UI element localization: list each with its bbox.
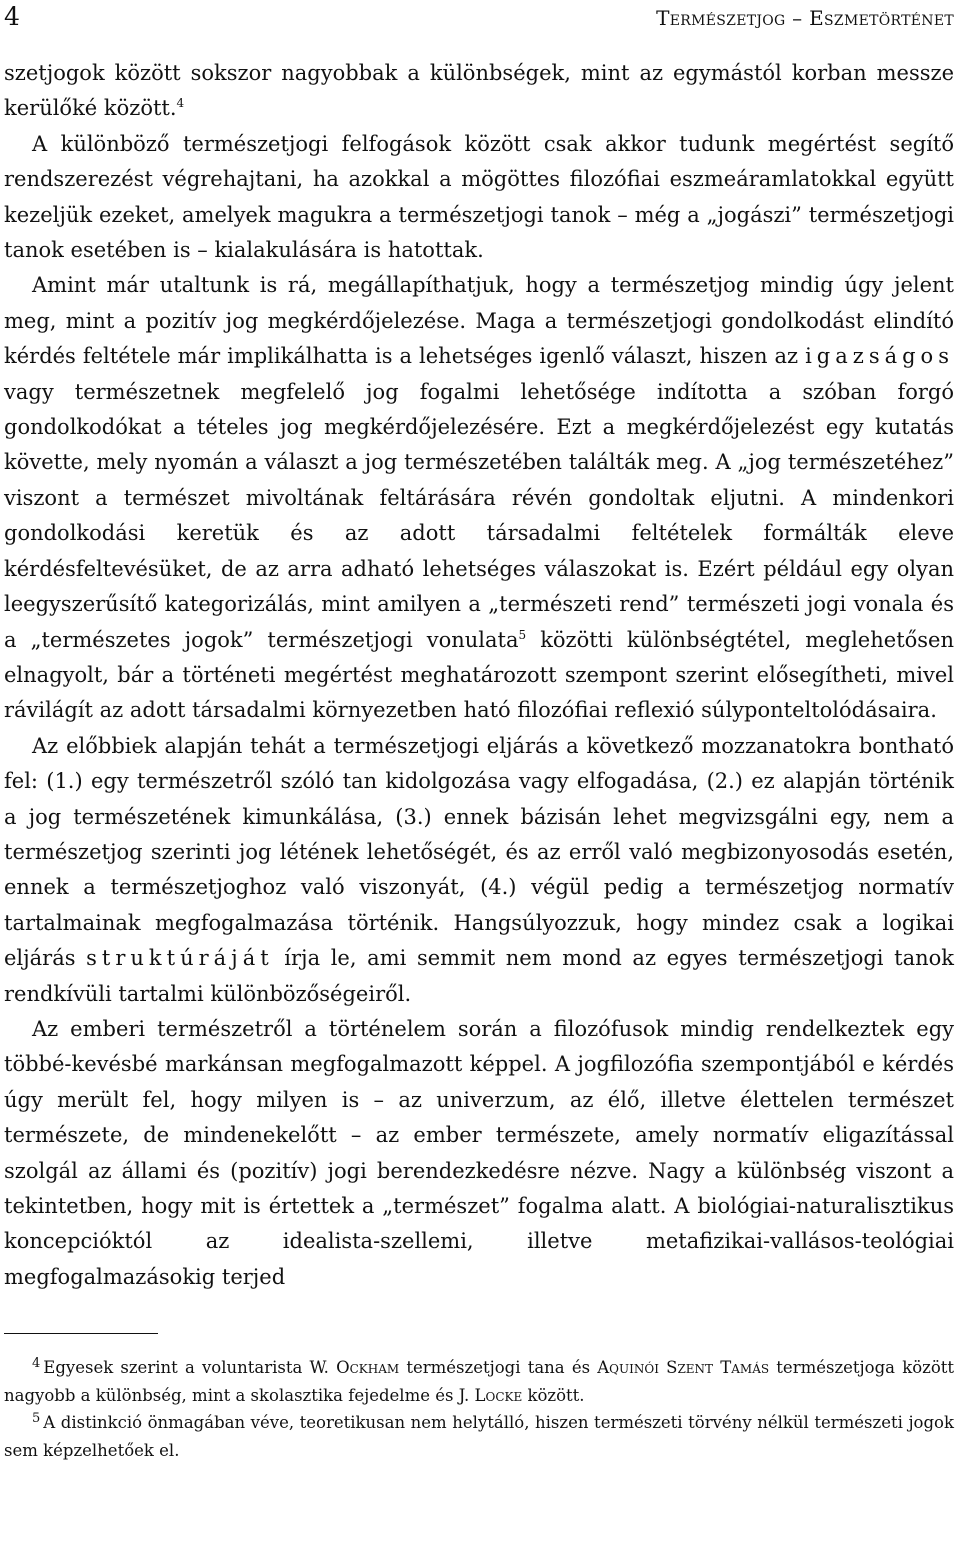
spaced-emphasis: struktúráját	[86, 946, 274, 971]
body-text	[4, 56, 954, 1295]
footnote-mark: 5	[32, 1411, 41, 1427]
footnote-5: $^5$ A distinkció önmagában véve, teoretikusan nem helytálló, hiszen természeti törvény nélkül természeti jogok sem képzelhetőek el.	[4, 1411, 954, 1460]
footnote-4: $^4$ Egyesek szerint a voluntarista W. Ockham természetjogi tana és Aquinói Szent Tamás természetjoga között nagyobb a különbség, mint a skolasztika fejedelme és J. Locke között.	[4, 1356, 955, 1405]
paragraph-5: Az emberi természetről a történelem során a filozófusok mindig rendelkeztek egy többé-kevésbé markánsan megfogalmazott képpel. A jogfilozófia szempontjából e kérdés úgy merült fel, hogy milyen is – az univerzum, az élő, illetve élettelen természet természete, de mindenekelőtt – az ember természete, amely normatív eligazítással szolgál az állami és (pozitív) jogi berendezkedésre nézve. Nagy a különbség viszont a tekintetben, hogy mit is értettek a „természet” fogalma alatt. A biológiai-naturalisztikus koncepcióktól az idealista-szellemi, illetve metafizikai-vallásos-teológiai megfogalmazásokig terjed	[4, 1016, 954, 1289]
author-name: Locke	[474, 1385, 523, 1405]
author-name: Aquinói Szent Tamás	[597, 1358, 770, 1378]
paragraph-3: Amint már utaltunk is rá, megállapíthatjuk, hogy a természetjog mindig úgy jelent meg, mint a pozitív jog megkérdőjelezése. Maga a természetjogi gondolkodást elindító kérdés feltétele már implikálhatta is a lehetséges igenlő választ, hiszen az igazságos vagy természetnek megfelelő jog fogalmi lehetősége indította a szóban forgó gondolkodókat a tételes jog megkérdőjelezésére. Ezt a megkérdőjelezést egy kutatás követte, mely nyomán a választ a jog természetében találták meg. A „jog természetéhez” viszont a természet mivoltának feltárására révén gondoltak eljutni. A mindenkori gondolkodási keretük és az adott társadalmi feltételek formálták eleve kérdésfeltevésüket, de az arra adható lehetséges válaszokat is. Ezért például egy olyan leegyszerűsítő kategorizálás, mint amilyen a „természeti rend” természeti jogi vonala és a „természetes jogok” természetjogi vonulata$^5$ közötti különbségtétel, meglehetősen elnagyolt, bár a történeti megértést meghatározott szempont szerint elősegítheti, mivel rávilágít az adott társadalmi környezetben ható filozófiai reflexió súlyponteltolódásaira.	[4, 273, 954, 723]
running-title: Természetjog – Eszmetörténet	[656, 6, 954, 30]
page-header	[4, 0, 954, 44]
footnote-separator	[4, 1333, 158, 1334]
footnote-mark: 4	[32, 1356, 41, 1372]
paragraph-2: A különböző természetjogi felfogások között csak akkor tudunk megértést segítő rendszerezést végrehajtani, ha azokkal a mögöttes filozófiai eszmeáramlatokkal együtt kezeljük ezeket, amelyek magukra a természetjogi tanok – még a „jogászi” természetjogi tanok esetében is – kialakulására is hatottak.	[4, 131, 954, 263]
paragraph-1: szetjogok között sokszor nagyobbak a különbségek, mint az egymástól korban messze kerülőké között.$^4$	[4, 61, 954, 121]
footnotes	[4, 1354, 954, 1464]
footnote-ref-5[interactable]: 5	[518, 627, 527, 642]
page-number: 4	[4, 2, 20, 31]
spaced-emphasis: igazságos	[805, 344, 954, 369]
paragraph-4: Az előbbiek alapján tehát a természetjogi eljárás a következő mozzanatokra bontható fel: (1.) egy természetről szóló tan kidolgozása vagy elfogadása, (2.) ez alapján történik a jog természetének kimunkálása, (3.) ennek bázisán lehet megvizsgálni egy, nem a természetjog szerinti jog létének lehetőségét, és az erről való megbizonyosodás esetén, ennek a természetjoghoz való viszonyát, (4.) végül pedig a természetjog normatív tartalmainak megfogalmazása történik. Hangsúlyozzuk, hogy mindez csak a logikai eljárás struktúráját írja le, ami semmit nem mond az egyes természetjogi tanok rendkívüli tartalmi különbözőségeiről.	[4, 733, 954, 1006]
footnote-ref-4[interactable]: 4	[176, 96, 185, 111]
author-name: Ockham	[336, 1358, 400, 1378]
